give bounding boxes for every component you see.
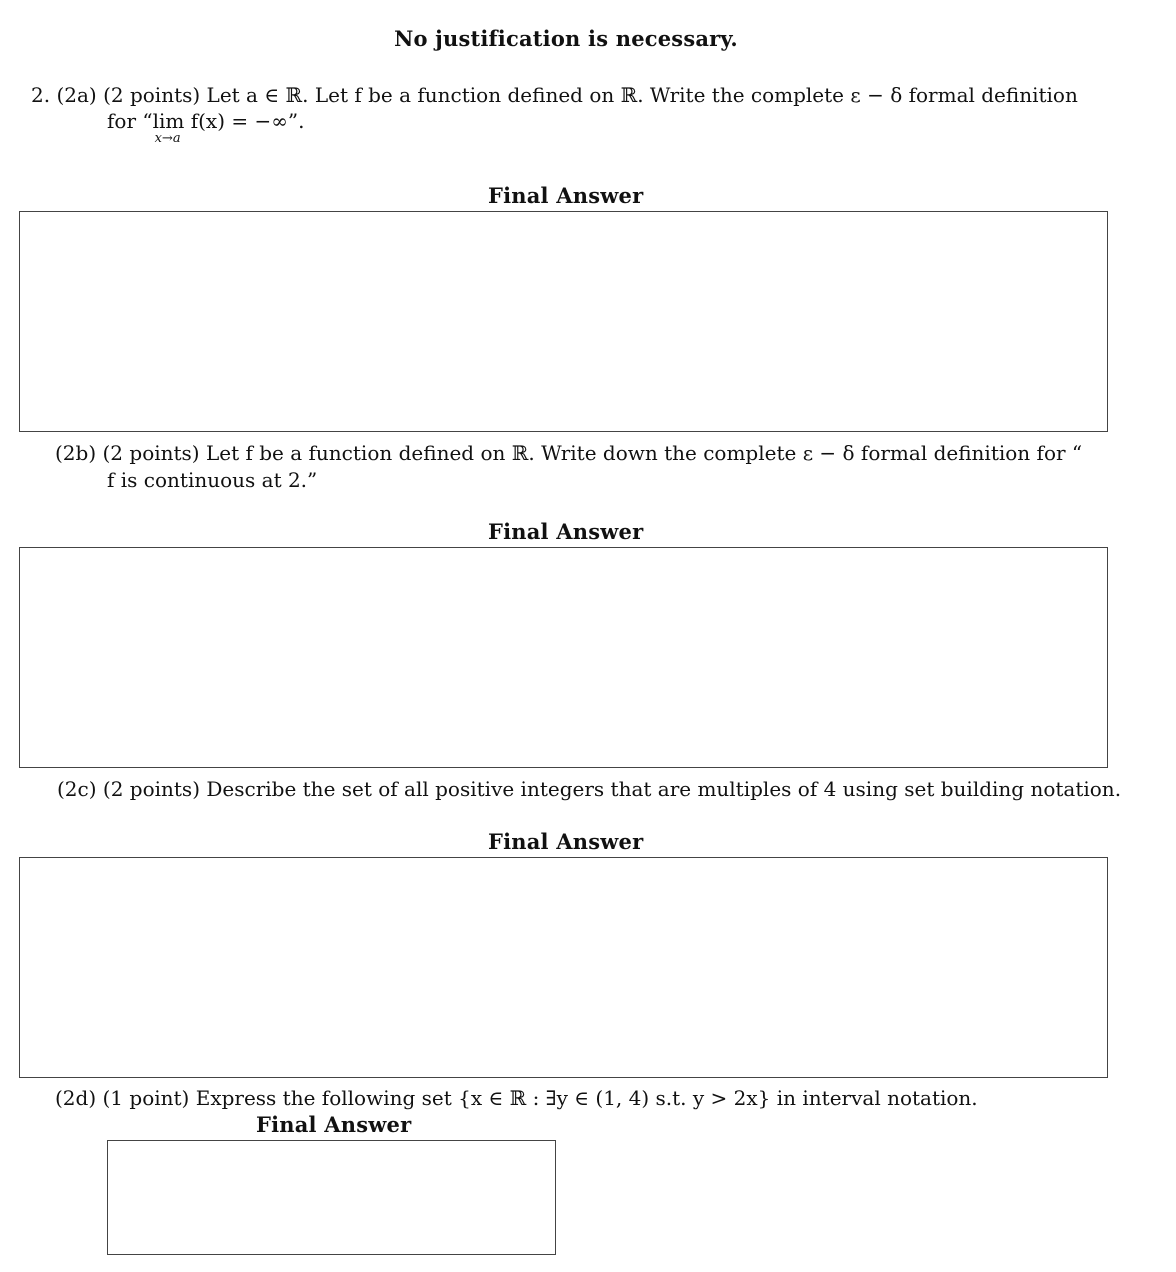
question-2b-line2: f is continuous at 2.”	[107, 468, 318, 492]
limit-expression	[152, 108, 185, 146]
question-text: Express the following set {x ∈ ℝ : ∃y ∈ (1, 4) s.t. y > 2x} in interval notation.	[195, 1086, 978, 1110]
question-points: (2 points)	[102, 441, 200, 465]
final-answer-label-2b: Final Answer	[488, 519, 644, 544]
question-points: (2 points)	[103, 83, 201, 107]
question-2a-line1	[31, 82, 1078, 108]
final-answer-label-2c: Final Answer	[488, 829, 644, 854]
page-header: No justification is necessary.	[394, 26, 738, 51]
question-label: (2c)	[57, 777, 97, 801]
question-text: Let a ∈ ℝ. Let f be a function defined on ℝ. Write the complete ε − δ formal definition	[206, 83, 1078, 107]
question-label: (2b)	[55, 441, 97, 465]
question-2d-line1	[55, 1085, 978, 1111]
question-text: Let f be a function defined on ℝ. Write down the complete ε − δ formal definition for “	[205, 441, 1083, 465]
limit-subscript: x→a	[154, 131, 181, 146]
question-text-rest: f(x) = −∞”.	[184, 109, 305, 133]
question-text: Describe the set of all positive integers that are multiples of 4 using set building notation.	[206, 777, 1122, 801]
answer-box-2a[interactable]	[19, 211, 1108, 432]
question-points: (2 points)	[102, 777, 200, 801]
final-answer-label-2a: Final Answer	[488, 183, 644, 208]
question-2c-line1	[57, 776, 1121, 802]
answer-box-2d[interactable]	[107, 1140, 556, 1255]
answer-box-2b[interactable]	[19, 547, 1108, 768]
question-text-prefix: for “	[107, 109, 153, 133]
question-2a-line2	[107, 108, 305, 146]
answer-box-2c[interactable]	[19, 857, 1108, 1078]
limit-operator: lim	[152, 109, 185, 133]
question-label: (2a)	[56, 83, 97, 107]
question-points: (1 point)	[102, 1086, 190, 1110]
question-2b-line1	[55, 440, 1082, 466]
question-number: 2.	[31, 83, 51, 107]
question-label: (2d)	[55, 1086, 97, 1110]
final-answer-label-2d: Final Answer	[256, 1112, 412, 1137]
